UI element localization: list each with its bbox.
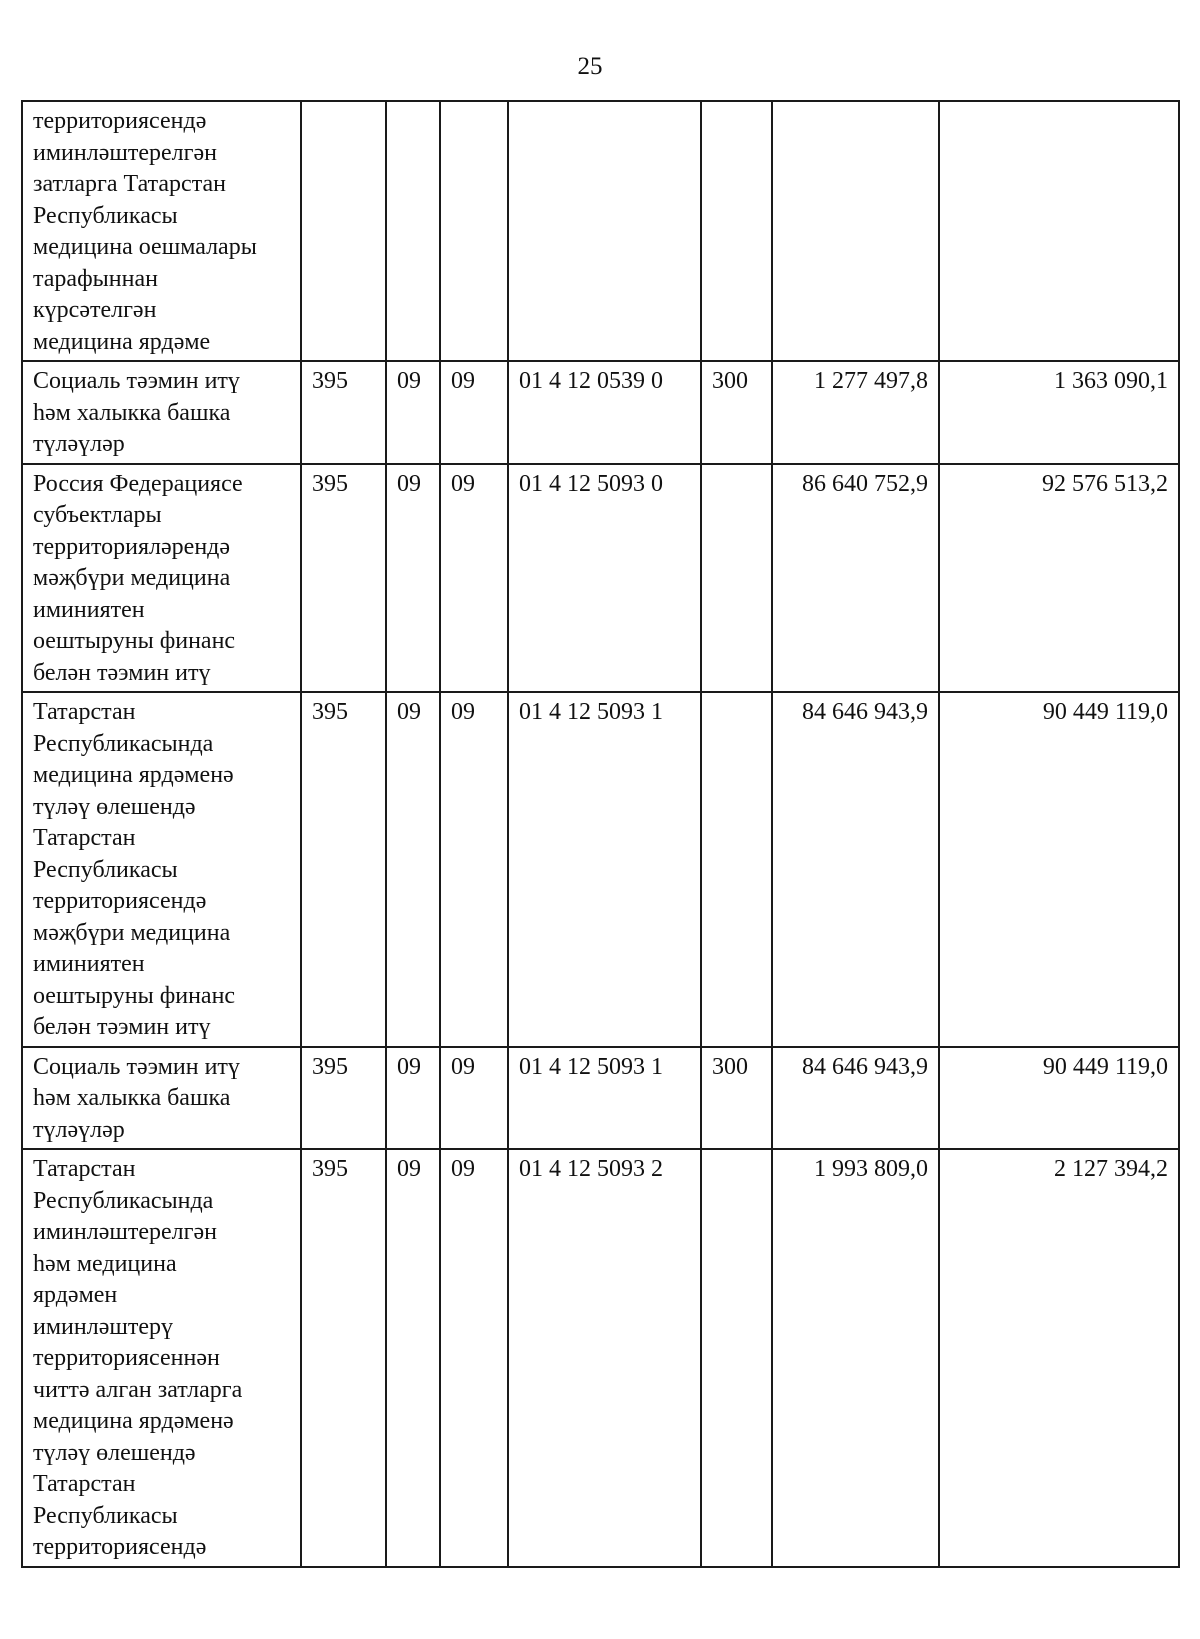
expense-type-cell [701, 692, 772, 1047]
subsection-code-cell: 09 [440, 692, 508, 1047]
description-line: ярдәмен [33, 1282, 118, 1308]
description-line: тарафыннан [33, 265, 158, 292]
description-line: мәҗбүри медицина [33, 919, 231, 946]
section-code-cell [386, 101, 440, 361]
description-line: Социаль тәэмин итү [33, 368, 240, 394]
description-line: иминләштерү [33, 1313, 173, 1340]
description-line: медицина оешмалары [33, 234, 257, 260]
description-line: читтә алган затларга [33, 1376, 243, 1403]
expense-type-cell: 300 [701, 1047, 772, 1150]
budget-table [21, 100, 1180, 1568]
description-line: медицина ярдәменә [33, 1408, 234, 1434]
description-line: Социаль тәэмин итү [33, 1053, 240, 1080]
description-line: иминиятен [33, 596, 145, 623]
section-code-cell: 09 [386, 361, 440, 464]
amount-year1-cell: 1 277 497,8 [772, 361, 939, 464]
description-line: Татарстан [33, 825, 136, 851]
description-line: Татарстан [33, 1156, 136, 1182]
description-cell [22, 1149, 301, 1567]
subsection-code-cell: 09 [440, 361, 508, 464]
target-article-cell: 01 4 12 5093 1 [508, 1047, 701, 1150]
target-article-cell: 01 4 12 5093 0 [508, 464, 701, 693]
amount-year1-cell: 1 993 809,0 [772, 1149, 939, 1567]
description-line: медицина ярдәме [33, 328, 211, 355]
description-line: оештыруны финанс [33, 982, 236, 1009]
section-code-cell: 09 [386, 692, 440, 1047]
description-line: затларга Татарстан [33, 171, 226, 197]
amount-year2-cell: 90 449 119,0 [939, 692, 1179, 1047]
amount-year2-cell: 2 127 394,2 [939, 1149, 1179, 1567]
amount-year1-cell: 84 646 943,9 [772, 692, 939, 1047]
description-line: территориясеннән [33, 1345, 220, 1371]
description-line: түләү өлешендә [33, 793, 196, 820]
ministry-code-cell: 395 [301, 361, 386, 464]
target-article-cell: 01 4 12 5093 1 [508, 692, 701, 1047]
table-row [22, 692, 1179, 1047]
target-article-cell [508, 101, 701, 361]
description-line: Республикасы [33, 856, 178, 883]
ministry-code-cell [301, 101, 386, 361]
description-line: һәм халыкка башка [33, 1085, 231, 1111]
section-code-cell: 09 [386, 464, 440, 693]
description-line: һәм халыкка башка [33, 399, 231, 426]
description-line: түләүләр [33, 1116, 125, 1143]
description-line: Россия Федерациясе [33, 470, 243, 497]
description-line: күрсәтелгән [33, 297, 157, 323]
subsection-code-cell [440, 101, 508, 361]
ministry-code-cell: 395 [301, 464, 386, 693]
amount-year2-cell: 1 363 090,1 [939, 361, 1179, 464]
description-line: иминиятен [33, 951, 145, 977]
table-row [22, 361, 1179, 464]
description-cell [22, 692, 301, 1047]
description-line: оештыруны финанс [33, 628, 236, 654]
description-line: Республикасы [33, 202, 178, 229]
subsection-code-cell: 09 [440, 1047, 508, 1150]
description-line: иминләштерелгән [33, 1219, 217, 1245]
ministry-code-cell: 395 [301, 692, 386, 1047]
table-row [22, 1149, 1179, 1567]
description-line: мәҗбүри медицина [33, 565, 231, 591]
table-body [22, 101, 1179, 1567]
subsection-code-cell: 09 [440, 464, 508, 693]
description-cell [22, 1047, 301, 1150]
description-line: территориясендә [33, 1534, 207, 1560]
description-line: медицина ярдәменә [33, 762, 234, 788]
description-line: территорияләрендә [33, 533, 231, 560]
description-line: түләү өлешендә [33, 1439, 196, 1466]
amount-year2-cell: 90 449 119,0 [939, 1047, 1179, 1150]
table-row [22, 101, 1179, 361]
expense-type-cell: 300 [701, 361, 772, 464]
ministry-code-cell: 395 [301, 1149, 386, 1567]
description-line: һәм медицина [33, 1250, 177, 1277]
description-cell [22, 101, 301, 361]
expense-type-cell [701, 1149, 772, 1567]
description-line: субъектлары [33, 502, 162, 528]
section-code-cell: 09 [386, 1149, 440, 1567]
description-line: түләүләр [33, 431, 125, 457]
description-cell [22, 361, 301, 464]
target-article-cell: 01 4 12 5093 2 [508, 1149, 701, 1567]
description-line: территориясендә [33, 888, 207, 914]
amount-year1-cell: 86 640 752,9 [772, 464, 939, 693]
amount-year2-cell [939, 101, 1179, 361]
ministry-code-cell: 395 [301, 1047, 386, 1150]
section-code-cell: 09 [386, 1047, 440, 1150]
description-line: белән тәэмин итү [33, 1014, 211, 1040]
page-number: 25 [577, 53, 603, 80]
description-line: Татарстан [33, 699, 136, 725]
description-line: территориясендә [33, 108, 207, 134]
amount-year1-cell [772, 101, 939, 361]
amount-year1-cell: 84 646 943,9 [772, 1047, 939, 1150]
description-cell [22, 464, 301, 693]
description-line: Республикасы [33, 1502, 178, 1529]
description-line: белән тәэмин итү [33, 659, 211, 686]
subsection-code-cell: 09 [440, 1149, 508, 1567]
description-line: Татарстан [33, 1471, 136, 1497]
description-line: иминләштерелгән [33, 139, 217, 166]
expense-type-cell [701, 101, 772, 361]
description-line: Республикасында [33, 730, 214, 757]
table-row [22, 464, 1179, 693]
expense-type-cell [701, 464, 772, 693]
amount-year2-cell: 92 576 513,2 [939, 464, 1179, 693]
table-row [22, 1047, 1179, 1150]
target-article-cell: 01 4 12 0539 0 [508, 361, 701, 464]
description-line: Республикасында [33, 1187, 214, 1214]
